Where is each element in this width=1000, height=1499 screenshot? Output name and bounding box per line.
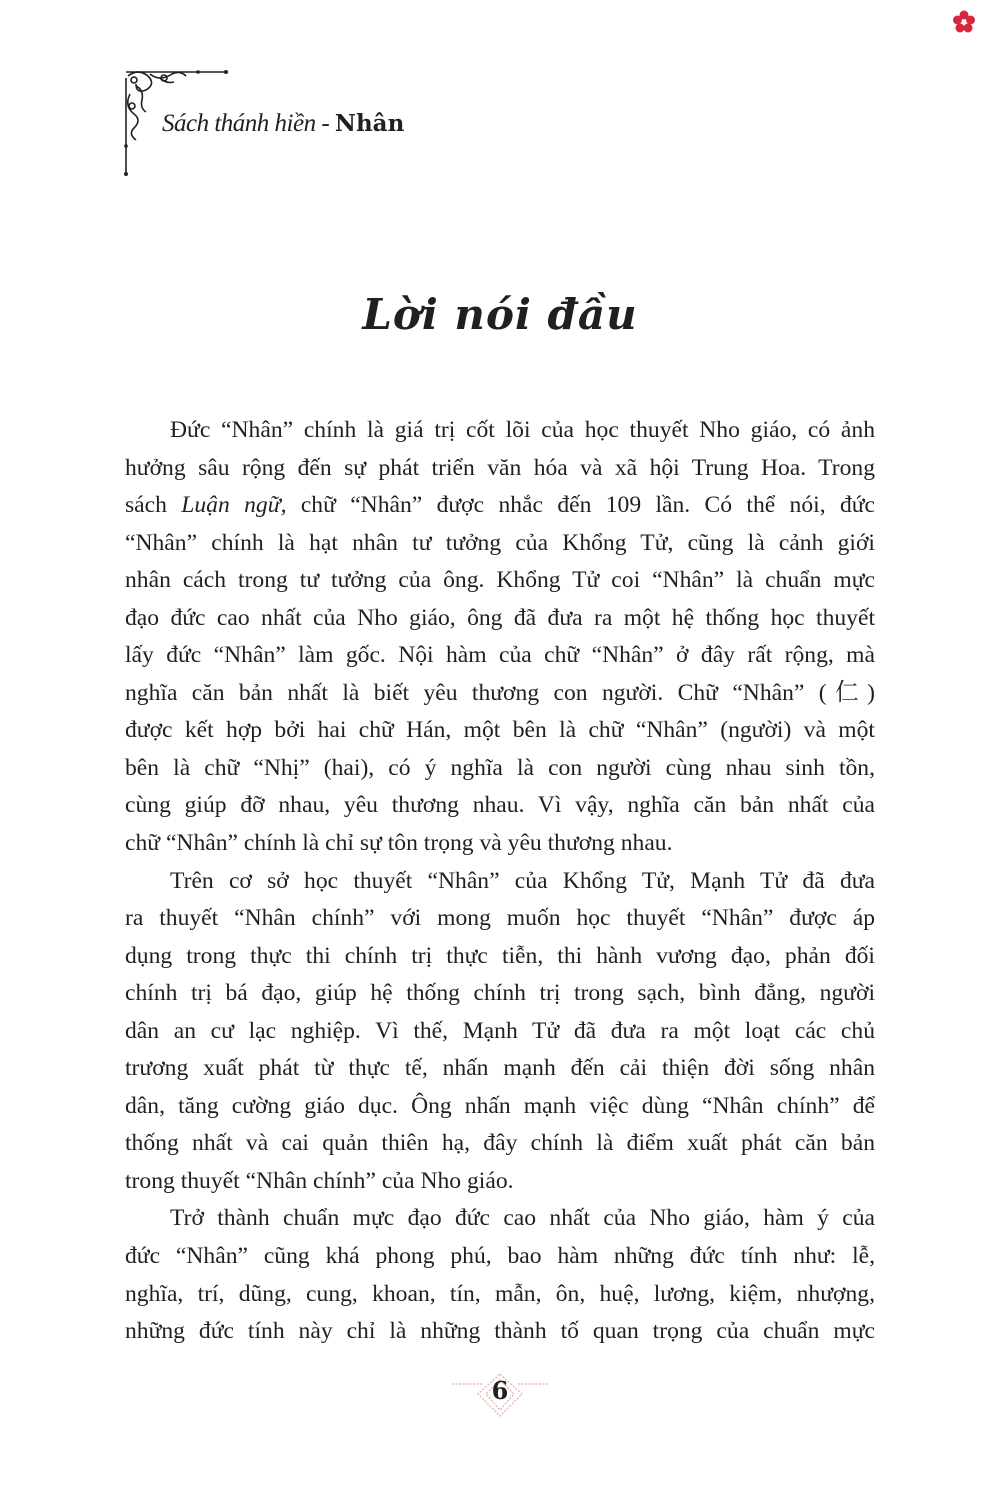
book-title: Nhân [334,110,405,137]
text-line: chữ “Nhân” chính là chỉ sự tôn trọng và yêu thương nhau. [125,830,673,857]
text-line: lấy đức “Nhân” làm gốc. Nội hàm của chữ “Nhân” ở đây rất rộng, mà [125,642,875,669]
text-line: đức “Nhân” cũng khá phong phú, bao hàm những đức tính như: lễ, [125,1243,875,1270]
text-line: Đức “Nhân” chính là giá trị cốt lõi của học thuyết Nho giáo, có ảnh [170,417,875,443]
text-line: dân an cư lạc nghiệp. Vì thế, Mạnh Tử đã đưa ra một loạt các chủ [125,1017,875,1044]
text-line: thống nhất và cai quản thiên hạ, đây chính là điểm xuất phát căn bản [125,1130,875,1157]
text-segment: chữ “Nhân” được nhắc đến 109 lần. Có thể nói, đức [286,492,875,519]
chapter-title: Lời nói đầu [362,290,638,339]
text-line: Trên cơ sở học thuyết “Nhân” của Khổng Tử, Mạnh Tử đã đưa [170,867,875,894]
text-line: đạo đức cao nhất của Nho giáo, ông đã đưa ra một hệ thống học thuyết [125,604,875,631]
running-header [162,110,404,138]
text-line: được kết hợp bởi hai chữ Hán, một bên là chữ “Nhân” (người) và một [125,717,875,744]
flower-icon [952,10,976,34]
book-series: Sách thánh hiền - [162,110,335,137]
text-line: “Nhân” chính là hạt nhân tư tưởng của Khổng Tử, cũng là cảnh giới [125,529,875,556]
body-text [125,412,875,1351]
italic-title: Luận ngữ, [181,492,287,519]
page-number: 6 [491,1376,509,1405]
text-line: hưởng sâu rộng đến sự phát triển văn hóa và xã hội Trung Hoa. Trong [125,454,875,481]
text-segment: sách [125,492,182,519]
text-line: dân, tăng cường giáo dục. Ông nhấn mạnh việc dùng “Nhân chính” để [125,1092,875,1119]
text-line: ra thuyết “Nhân chính” với mong muốn học thuyết “Nhân” được áp [125,905,875,932]
text-line: nghĩa căn bản nhất là biết yêu thương con người. Chữ “Nhân” (仁) [125,679,875,706]
text-line: dụng trong thực thi chính trị thực tiễn, thi hành vương đạo, phản đối [125,942,875,969]
text-line: cùng giúp đỡ nhau, yêu thương nhau. Vì vậy, nghĩa căn bản nhất của [125,792,875,819]
text-line: những đức tính này chỉ là những thành tố quan trọng của chuẩn mực [125,1318,875,1345]
text-line: trương xuất phát từ thực tế, nhấn mạnh đến cải thiện đời sống nhân [125,1055,875,1082]
page-number-ornament [450,1372,550,1418]
text-line: Trở thành chuẩn mực đạo đức cao nhất của Nho giáo, hàm ý của [170,1205,875,1232]
text-line: nhân cách trong tư tưởng của ông. Khổng Tử coi “Nhân” là chuẩn mực [125,567,875,594]
text-line: chính trị bá đạo, giúp hệ thống chính trị trong sạch, bình đẳng, người [125,980,875,1007]
text-line: nghĩa, trí, dũng, cung, khoan, tín, mẫn, ôn, huệ, lương, kiệm, nhượng, [125,1280,875,1307]
text-line: trong thuyết “Nhân chính” của Nho giáo. [125,1167,514,1194]
text-line: bên là chữ “Nhị” (hai), có ý nghĩa là con người cùng nhau sinh tồn, [125,754,875,781]
text-line [125,487,875,525]
